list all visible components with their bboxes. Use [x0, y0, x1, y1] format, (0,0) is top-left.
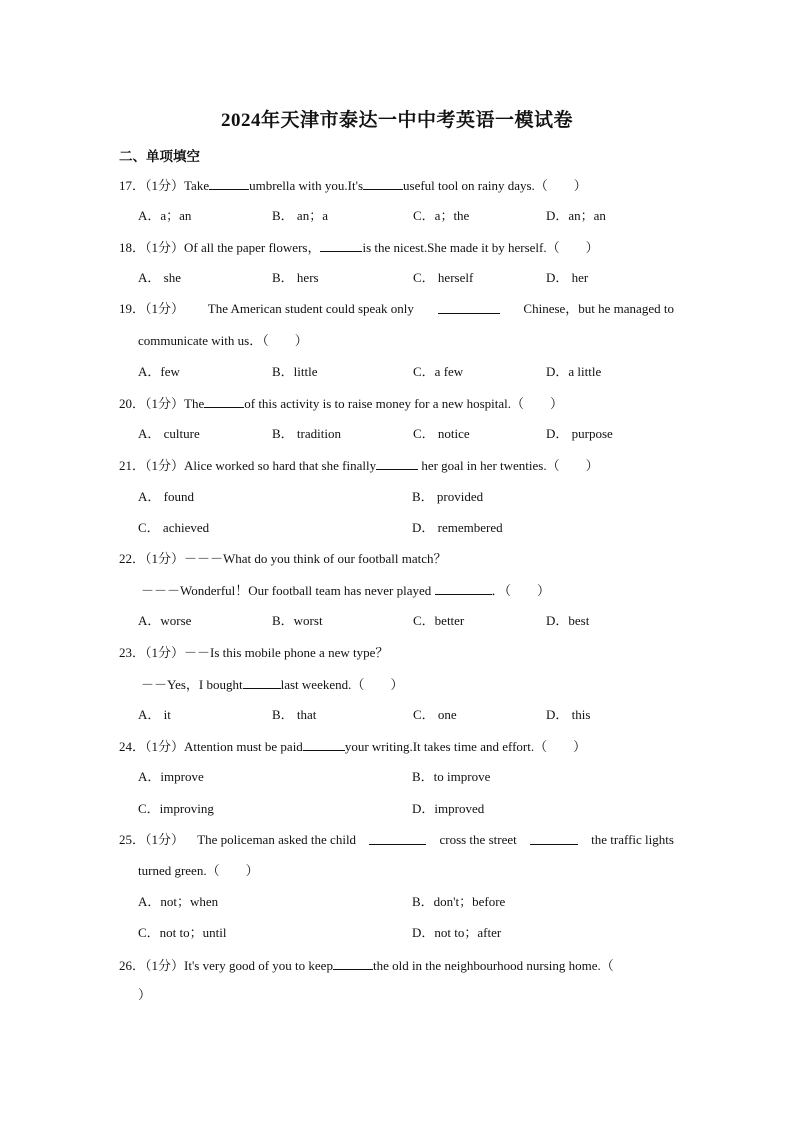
option-b[interactable]: B． provided	[412, 489, 484, 504]
option-a[interactable]: A． it	[138, 707, 171, 722]
option-a[interactable]: A．not；when	[138, 894, 219, 909]
option-d[interactable]: D． her	[546, 270, 589, 285]
question-25: 25．（1分） The policeman asked the child cross the street the traffic lights	[119, 832, 674, 847]
option-a[interactable]: A．a；an	[138, 208, 192, 223]
option-a[interactable]: A．worse	[138, 613, 192, 628]
question-17: 17．（1分）Take umbrella with you.It's useful tool on rainy days.（ ）	[119, 178, 587, 193]
question-23: 23．（1分）－－Is this mobile phone a new type？	[119, 645, 389, 660]
answer-blank	[209, 177, 249, 190]
question-26-continued: ）	[138, 987, 152, 1002]
option-d[interactable]: D．not to；after	[412, 925, 502, 940]
option-c[interactable]: C．a；the	[413, 208, 470, 223]
answer-blank	[320, 239, 362, 252]
question-number: 17．（1分）	[119, 178, 185, 193]
question-20: 20．（1分）The of this activity is to raise money for a new hospital.（ ）	[119, 396, 564, 411]
option-b[interactable]: B．don't；before	[412, 894, 506, 909]
answer-blank	[303, 738, 345, 751]
option-c[interactable]: C．better	[413, 613, 465, 628]
option-c[interactable]: C． one	[413, 707, 457, 722]
option-b[interactable]: B． tradition	[272, 426, 341, 441]
option-b[interactable]: B． an；a	[272, 208, 328, 223]
option-a[interactable]: A．few	[138, 364, 180, 379]
option-d[interactable]: D．a little	[546, 364, 602, 379]
option-c[interactable]: C．improving	[138, 801, 214, 816]
question-22-continued: －－－Wonderful！Our football team has never played ．（ ）	[141, 583, 551, 598]
question-19: 19．（1分） The American student could speak only Chinese，but he managed to	[119, 301, 674, 316]
option-d[interactable]: D．an；an	[546, 208, 606, 223]
answer-blank	[333, 957, 373, 970]
question-26: 26．（1分）It's very good of you to keep the old in the neighbourhood nursing home.（	[119, 958, 614, 973]
answer-blank	[363, 177, 403, 190]
option-b[interactable]: B． hers	[272, 270, 319, 285]
option-a[interactable]: A． culture	[138, 426, 200, 441]
option-c[interactable]: C． notice	[413, 426, 470, 441]
question-24: 24．（1分）Attention must be paid your writing.It takes time and effort.（ ）	[119, 739, 587, 754]
option-a[interactable]: A． found	[138, 489, 194, 504]
section-heading: 二、单项填空	[119, 149, 200, 164]
option-b[interactable]: B．little	[272, 364, 318, 379]
option-d[interactable]: D． remembered	[412, 520, 503, 535]
question-23-continued: －－Yes，I bought last weekend.（ ）	[141, 677, 404, 692]
answer-blank	[438, 301, 500, 314]
page-title: 2024年天津市泰达一中中考英语一模试卷	[220, 110, 573, 131]
option-d[interactable]: D． this	[546, 707, 591, 722]
answer-blank	[369, 832, 426, 845]
question-19-continued: communicate with us．（ ）	[138, 333, 308, 348]
option-b[interactable]: B．worst	[272, 613, 323, 628]
answer-blank	[243, 676, 281, 689]
option-b[interactable]: B． that	[272, 707, 317, 722]
option-a[interactable]: A．improve	[138, 769, 204, 784]
answer-blank	[204, 395, 244, 408]
option-a[interactable]: A． she	[138, 270, 181, 285]
option-c[interactable]: C．not to；until	[138, 925, 227, 940]
question-21: 21．（1分）Alice worked so hard that she finally her goal in her twenties.（ ）	[119, 458, 599, 473]
question-22: 22．（1分）－－－What do you think of our football match？	[119, 551, 447, 566]
question-25-continued: turned green.（ ）	[138, 863, 259, 878]
option-c[interactable]: C． herself	[413, 270, 474, 285]
answer-blank	[376, 457, 418, 470]
answer-blank	[435, 582, 492, 595]
option-d[interactable]: D． purpose	[546, 426, 613, 441]
option-c[interactable]: C． achieved	[138, 520, 210, 535]
question-18: 18．（1分）Of all the paper flowers， is the nicest.She made it by herself.（ ）	[119, 240, 599, 255]
option-c[interactable]: C．a few	[413, 364, 464, 379]
answer-blank	[530, 832, 578, 845]
option-d[interactable]: D．improved	[412, 801, 485, 816]
option-b[interactable]: B．to improve	[412, 769, 491, 784]
option-d[interactable]: D．best	[546, 613, 590, 628]
